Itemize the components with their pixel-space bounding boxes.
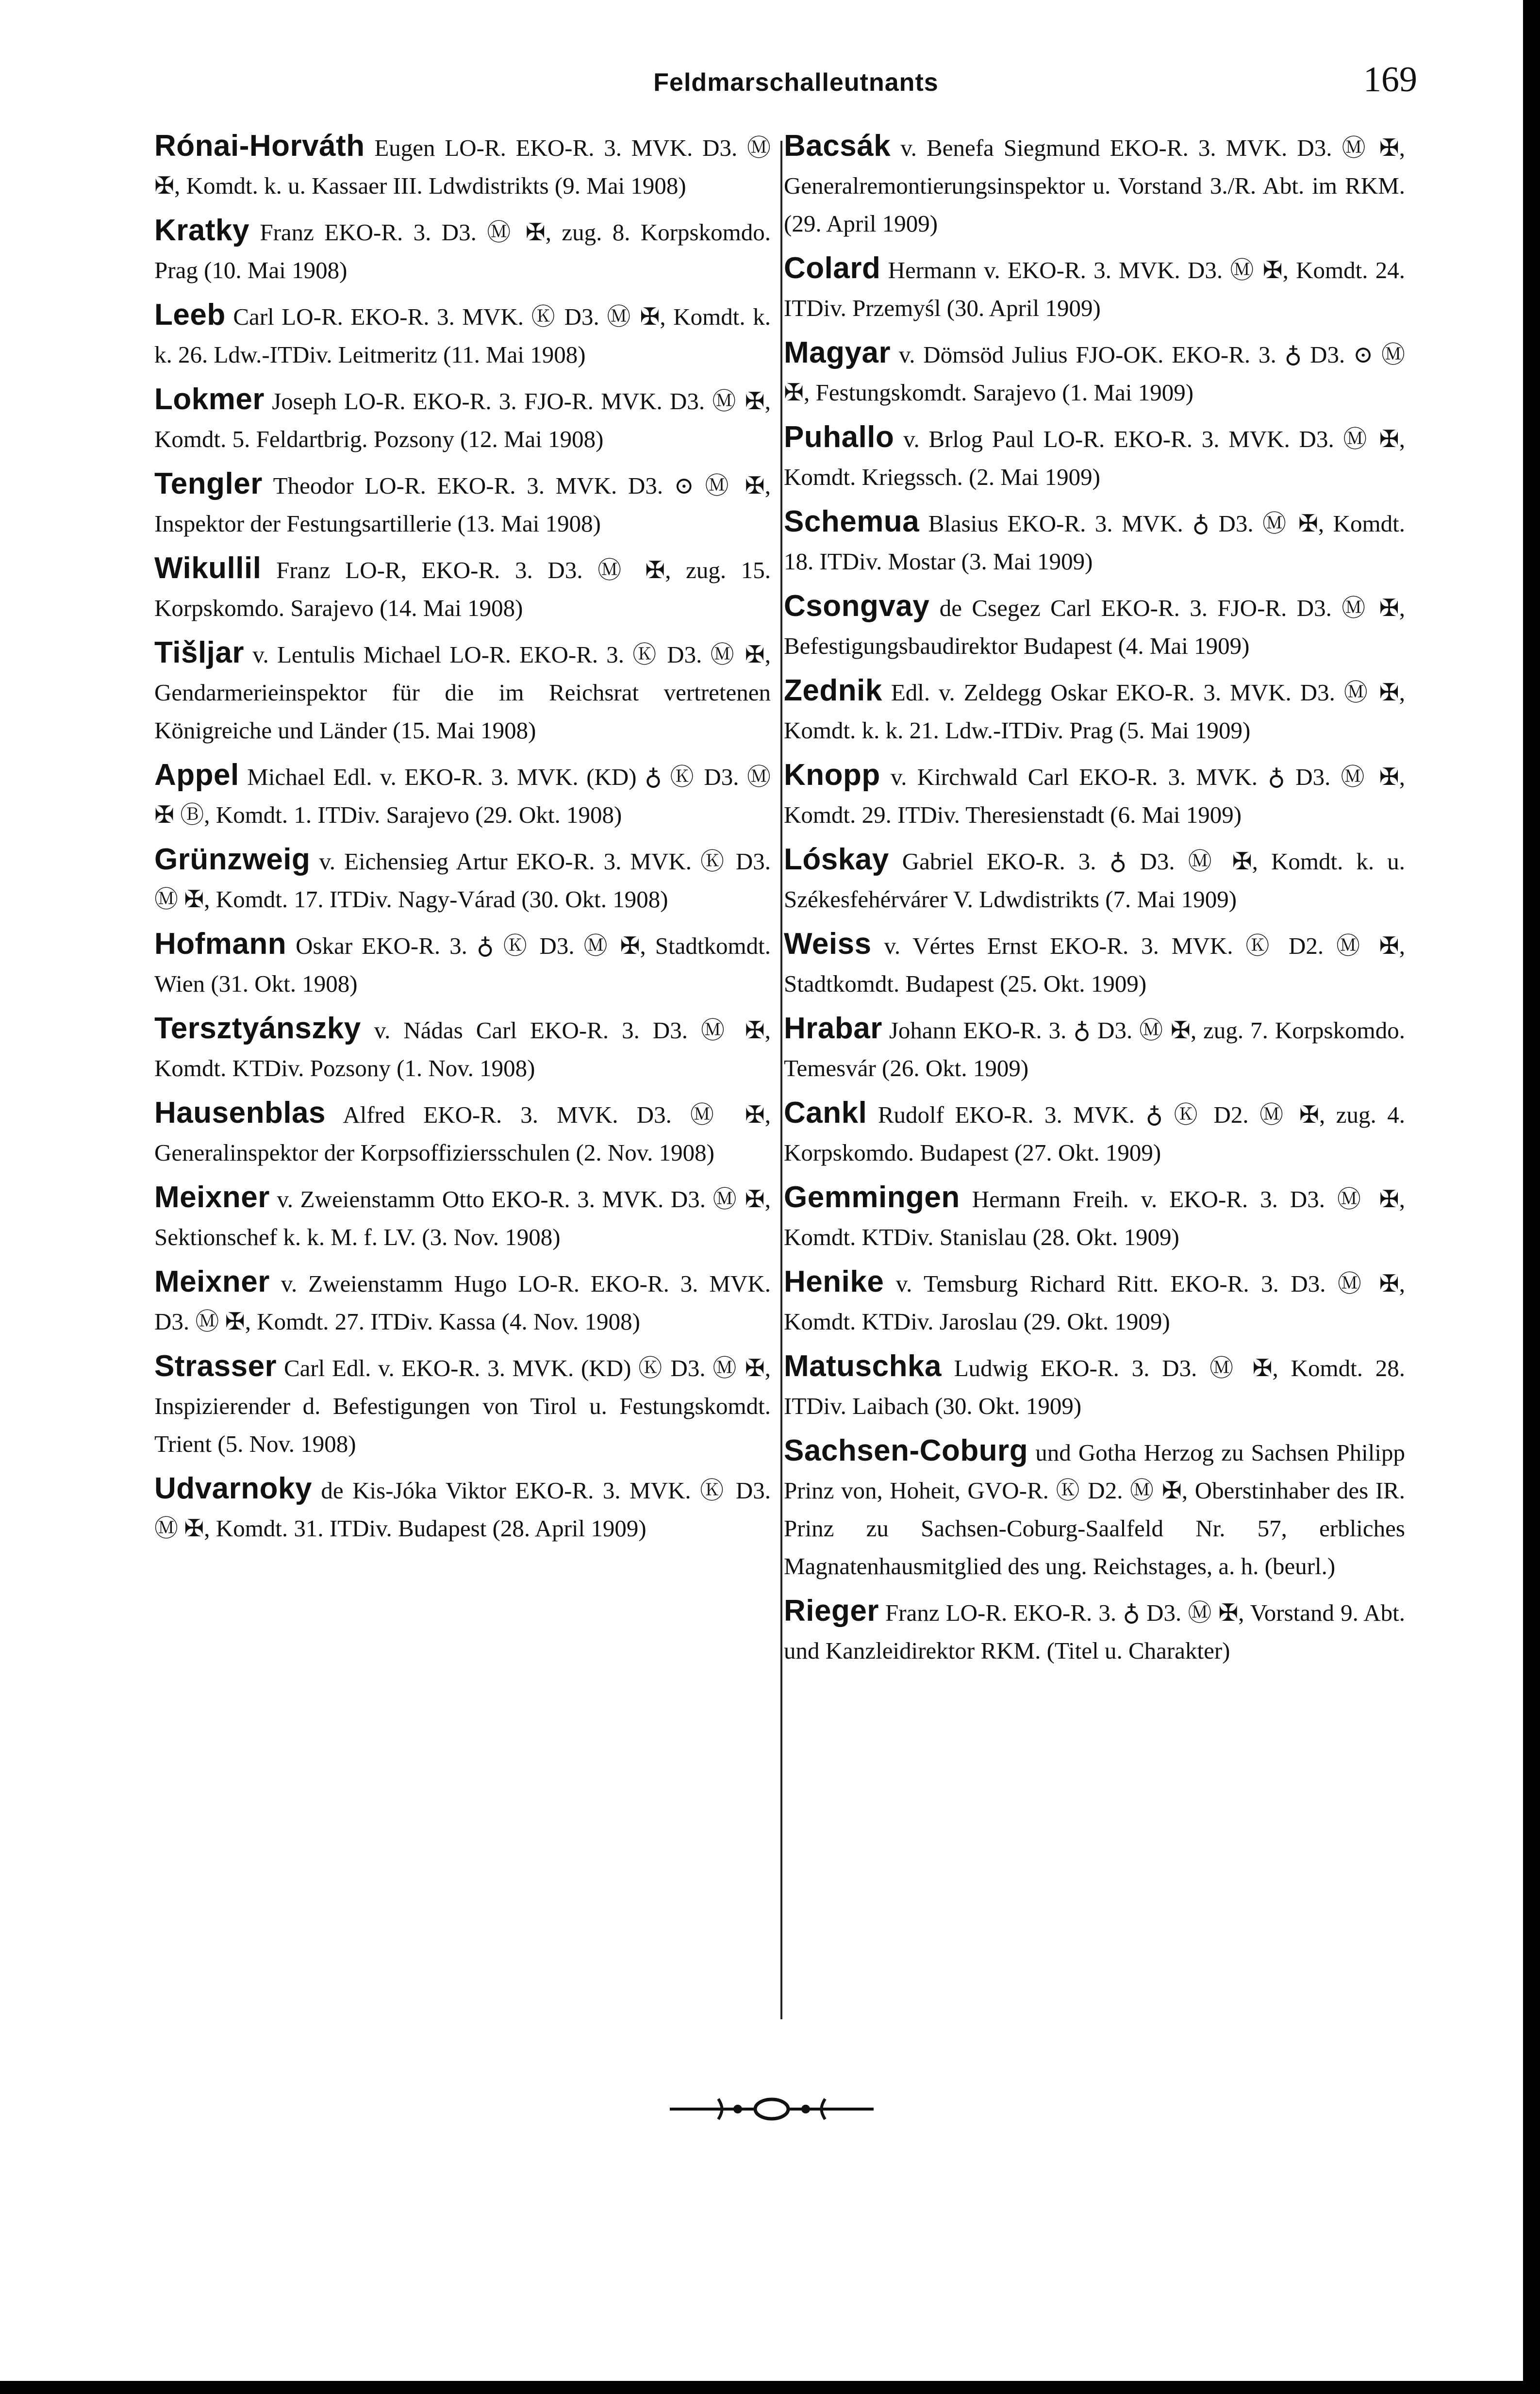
entry: [784, 925, 1405, 1003]
entry: [784, 841, 1405, 918]
entry: [784, 1592, 1405, 1670]
end-ornament: [665, 2092, 878, 2126]
entry-text: v. Zweienstamm Hugo LO-R. EKO-R. 3. MVK. D3. Ⓜ ✠, Komdt. 27. ITDiv. Kassa (4. Nov. 1908): [154, 1270, 771, 1335]
entry-name: Tengler: [154, 467, 263, 500]
entry: [784, 756, 1405, 834]
entry-text: v. Temsburg Richard Ritt. EKO-R. 3. D3. Ⓜ ✠, Komdt. KTDiv. Jaroslau (29. Okt. 1909): [784, 1270, 1405, 1335]
entry-name: Sachsen-Coburg: [784, 1434, 1028, 1467]
entry-text: Johann EKO-R. 3. ♁ D3. Ⓜ ✠, zug. 7. Korpskomdo. Temesvár (26. Okt. 1909): [784, 1017, 1405, 1081]
entry-text: Hermann Freih. v. EKO-R. 3. D3. Ⓜ ✠, Komdt. KTDiv. Stanislau (28. Okt. 1909): [784, 1186, 1405, 1250]
entry-text: Ludwig EKO-R. 3. D3. Ⓜ ✠, Komdt. 28. ITDiv. Laibach (30. Okt. 1909): [784, 1355, 1405, 1419]
entry-name: Bacsák: [784, 129, 891, 163]
entry: [154, 1010, 771, 1087]
entry-text: Edl. v. Zeldegg Oskar EKO-R. 3. MVK. D3. Ⓜ ✠, Komdt. k. k. 21. Ldw.-ITDiv. Prag (5. Mai 1909): [784, 679, 1405, 744]
entry-name: Lokmer: [154, 382, 265, 416]
entry-text: Carl Edl. v. EKO-R. 3. MVK. (KD) Ⓚ D3. Ⓜ ✠, Inspizierender d. Befestigungen von Tirol u. Festungskomdt. Trient (5. Nov. 1908): [154, 1355, 771, 1457]
entry-name: Hausenblas: [154, 1096, 326, 1130]
entry: [784, 1263, 1405, 1341]
entry-text: Franz LO-R. EKO-R. 3. ♁ D3. Ⓜ ✠, Vorstand 9. Abt. und Kanzleidirektor RKM. (Titel u. Charakter): [784, 1599, 1405, 1664]
entry-name: Knopp: [784, 758, 880, 792]
entry-text: Franz EKO-R. 3. D3. Ⓜ ✠, zug. 8. Korpskomdo. Prag (10. Mai 1908): [154, 219, 771, 283]
entry-text: Michael Edl. v. EKO-R. 3. MVK. (KD) ♁ Ⓚ D3. Ⓜ ✠ Ⓑ, Komdt. 1. ITDiv. Sarajevo (29. Okt. 1908): [154, 764, 771, 828]
entry-name: Zednik: [784, 674, 882, 707]
entry-text: v. Nádas Carl EKO-R. 3. D3. Ⓜ ✠, Komdt. KTDiv. Pozsony (1. Nov. 1908): [154, 1017, 771, 1081]
entry-name: Schemua: [784, 505, 920, 538]
entry-name: Lóskay: [784, 843, 889, 876]
entry: [154, 1179, 771, 1256]
entry: [154, 127, 771, 205]
entry: [154, 634, 771, 749]
entry-name: Tersztyánszky: [154, 1012, 361, 1045]
entry-name: Grünzweig: [154, 843, 311, 876]
entry-name: Magyar: [784, 336, 891, 369]
entry-text: v. Vértes Ernst EKO-R. 3. MVK. Ⓚ D2. Ⓜ ✠, Stadtkomdt. Budapest (25. Okt. 1909): [784, 932, 1405, 997]
entry-name: Puhallo: [784, 420, 894, 454]
entry-text: v. Brlog Paul LO-R. EKO-R. 3. MVK. D3. Ⓜ ✠, Komdt. Kriegssch. (2. Mai 1909): [784, 426, 1405, 490]
entry: [154, 381, 771, 458]
entry: [784, 1347, 1405, 1425]
entry: [784, 127, 1405, 243]
entry-name: Hofmann: [154, 927, 287, 961]
entry-text: Alfred EKO-R. 3. MVK. D3. Ⓜ ✠, Generalinspektor der Korpsoffiziersschulen (2. Nov. 1908): [154, 1101, 771, 1166]
entry-name: Leeb: [154, 298, 226, 332]
entry: [784, 587, 1405, 665]
entry-name: Meixner: [154, 1180, 270, 1214]
entry-text: v. Zweienstamm Otto EKO-R. 3. MVK. D3. Ⓜ ✠, Sektionschef k. k. M. f. LV. (3. Nov. 1908): [154, 1186, 771, 1250]
entry: [154, 212, 771, 289]
entry: [784, 1010, 1405, 1087]
entry-name: Rieger: [784, 1594, 879, 1628]
entry: [784, 1094, 1405, 1172]
entry: [784, 1432, 1405, 1585]
entry-name: Tišljar: [154, 636, 245, 669]
entry-text: Theodor LO-R. EKO-R. 3. MVK. D3. ⊙ Ⓜ ✠, Inspektor der Festungsartillerie (13. Mai 1908): [154, 472, 771, 537]
left-column: [154, 127, 771, 1554]
entry-text: Rudolf EKO-R. 3. MVK. ♁ Ⓚ D2. Ⓜ ✠, zug. 4. Korpskomdo. Budapest (27. Okt. 1909): [784, 1101, 1405, 1166]
entry: [154, 841, 771, 918]
entry: [784, 672, 1405, 749]
entry: [784, 334, 1405, 412]
entry-name: Matuschka: [784, 1349, 942, 1383]
entry-name: Meixner: [154, 1265, 270, 1298]
entry-name: Colard: [784, 251, 881, 285]
entry-name: Kratky: [154, 214, 249, 247]
entry-text: Carl LO-R. EKO-R. 3. MVK. Ⓚ D3. Ⓜ ✠, Komdt. k. k. 26. Ldw.-ITDiv. Leitmeritz (11. Mai 1908): [154, 303, 771, 368]
entry: [154, 1094, 771, 1172]
entry: [154, 296, 771, 374]
entry-name: Cankl: [784, 1096, 867, 1130]
entry-name: Rónai-Horváth: [154, 129, 365, 163]
entry-name: Csongvay: [784, 589, 930, 623]
right-column: [784, 127, 1405, 1677]
entry: [154, 1347, 771, 1463]
entry: [154, 549, 771, 627]
entry: [784, 1179, 1405, 1256]
column-divider: [780, 141, 782, 2019]
entry-text: Oskar EKO-R. 3. ♁ Ⓚ D3. Ⓜ ✠, Stadtkomdt. Wien (31. Okt. 1908): [154, 932, 771, 997]
entry-text: und Gotha Herzog zu Sachsen Philipp Prinz von, Hoheit, GVO-R. Ⓚ D2. Ⓜ ✠, Oberstinhaber des IR. Prinz zu Sachsen-Coburg-Saalfeld Nr. 57, erbliches Magnatenhausmitglied des ung. Reichstages, a. h. (beurl.): [784, 1439, 1405, 1579]
entry: [784, 249, 1405, 327]
page-number: 169: [1363, 60, 1417, 100]
entry: [154, 925, 771, 1003]
entry-text: v. Dömsöd Julius FJO-OK. EKO-R. 3. ♁ D3. ⊙ Ⓜ ✠, Festungskomdt. Sarajevo (1. Mai 1909): [784, 341, 1405, 406]
entry-name: Strasser: [154, 1349, 277, 1383]
entry-name: Weiss: [784, 927, 872, 961]
entry-name: Henike: [784, 1265, 884, 1298]
page-edge-bottom: [0, 2381, 1540, 2394]
entry: [784, 418, 1405, 496]
entry-name: Wikullil: [154, 551, 262, 585]
entry: [784, 503, 1405, 581]
entry-name: Udvarnoky: [154, 1472, 312, 1505]
entry-text: Blasius EKO-R. 3. MVK. ♁ D3. Ⓜ ✠, Komdt. 18. ITDiv. Mostar (3. Mai 1909): [784, 510, 1405, 575]
entry-name: Appel: [154, 758, 239, 792]
entry-text: v. Benefa Siegmund EKO-R. 3. MVK. D3. Ⓜ ✠, Generalremontierungsinspektor u. Vorstand 3./R. Abt. im RKM. (29. April 1909): [784, 134, 1405, 237]
entry-name: Hrabar: [784, 1012, 882, 1045]
entry: [154, 1470, 771, 1547]
entry-text: de Kis-Jóka Viktor EKO-R. 3. MVK. Ⓚ D3. Ⓜ ✠, Komdt. 31. ITDiv. Budapest (28. April 1909): [154, 1477, 771, 1542]
entry: [154, 756, 771, 834]
entry-text: v. Kirchwald Carl EKO-R. 3. MVK. ♁ D3. Ⓜ ✠, Komdt. 29. ITDiv. Theresienstadt (6. Mai 1909): [784, 764, 1405, 828]
entry-text: de Csegez Carl EKO-R. 3. FJO-R. D3. Ⓜ ✠, Befestigungsbaudirektor Budapest (4. Mai 1909): [784, 595, 1405, 659]
entry-name: Gemmingen: [784, 1180, 960, 1214]
entry-text: v. Eichensieg Artur EKO-R. 3. MVK. Ⓚ D3. Ⓜ ✠, Komdt. 17. ITDiv. Nagy-Várad (30. Okt. 1908): [154, 848, 771, 913]
entry-text: Joseph LO-R. EKO-R. 3. FJO-R. MVK. D3. Ⓜ ✠, Komdt. 5. Feldartbrig. Pozsony (12. Mai 1908): [154, 388, 771, 452]
entry-text: Eugen LO-R. EKO-R. 3. MVK. D3. Ⓜ ✠, Komdt. k. u. Kassaer III. Ldwdistrikts (9. Mai 1908): [154, 134, 771, 199]
entry: [154, 1263, 771, 1341]
entry-text: Gabriel EKO-R. 3. ♁ D3. Ⓜ ✠, Komdt. k. u. Székesfehérvárer V. Ldwdistrikts (7. Mai 1909): [784, 848, 1405, 913]
page-edge-right: [1523, 0, 1540, 2394]
running-header: Feldmarschalleutnants: [653, 68, 939, 97]
entry-text: v. Lentulis Michael LO-R. EKO-R. 3. Ⓚ D3. Ⓜ ✠, Gendarmerieinspektor für die im Reichsrat vertretenen Königreiche und Länder (15. Mai 1908): [154, 641, 771, 744]
entry: [154, 465, 771, 543]
entry-text: Hermann v. EKO-R. 3. MVK. D3. Ⓜ ✠, Komdt. 24. ITDiv. Przemyśl (30. April 1909): [784, 257, 1405, 321]
entry-text: Franz LO-R, EKO-R. 3. D3. Ⓜ ✠, zug. 15. Korpskomdo. Sarajevo (14. Mai 1908): [154, 557, 771, 621]
